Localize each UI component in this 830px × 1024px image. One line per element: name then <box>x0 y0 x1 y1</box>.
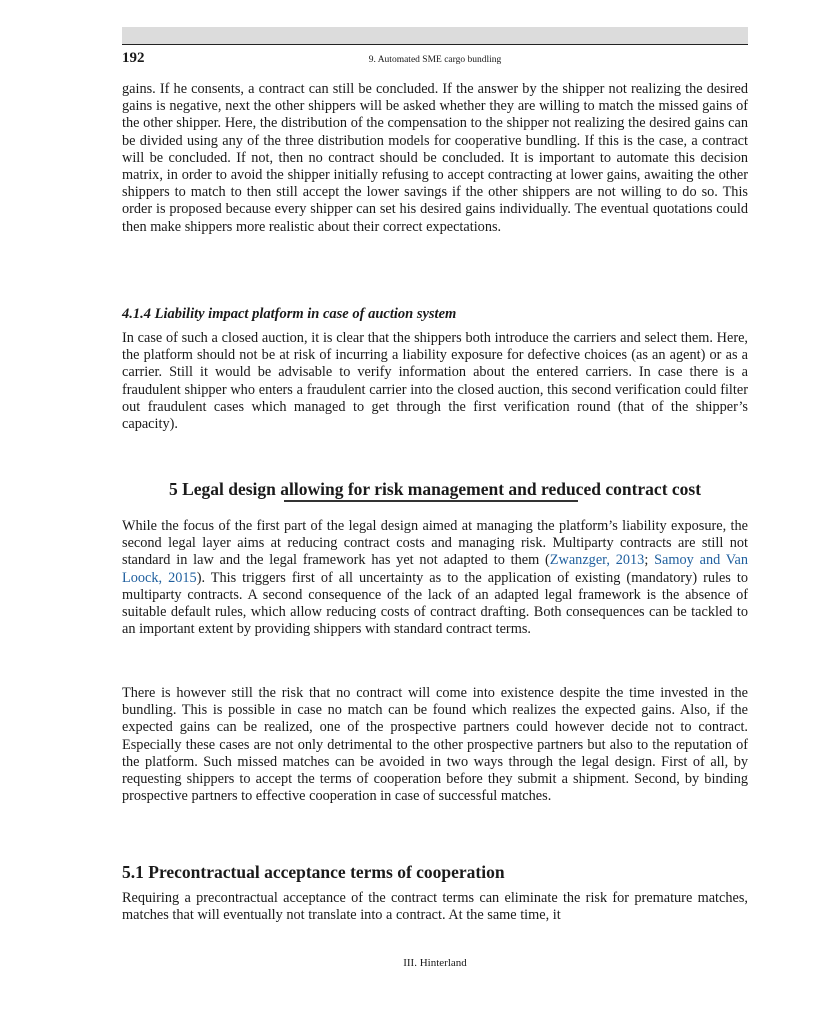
section-heading-rule <box>284 500 578 502</box>
running-head: 9. Automated SME cargo bundling <box>368 55 502 65</box>
paragraph-2: In case of such a closed auction, it is clear that the shippers both introduce the carriers and select them. Here, the platform should not be at risk of incurring a liability exposure for defective choices (as an agent) or as a carrier. Still it would be advisable to verify information about the entered carriers. In case there is a fraudulent shipper who enters a fraudulent carrier into the closed auction, this second verification could filter out fraudulent cases which managed to get through the first verification round (that of the shipper’s capacity). <box>122 330 748 433</box>
subsection-heading-4-1-4: 4.1.4 Liability impact platform in case of auction system <box>122 306 457 322</box>
paragraph-3-text-end: ). This triggers first of all uncertainty as to the application of existing (mandatory) rules to multiparty contracts. A second consequence of the lack of an adapted legal framework is the absence of suitable default rules, which allow reducing costs of contract drafting. Both consequences can be tackled to an important extent by providing shippers with standard contract terms. <box>122 569 748 638</box>
header-bar <box>122 27 748 45</box>
paragraph-4: There is however still the risk that no contract will come into existence despite the time invested in the bundling. This is possible in case no match can be found which realizes the expected gains. Also, if the expected gains can be realized, one of the prospective partners could however decide not to contract. Especially these cases are not only detrimental to the other prospective partners but also to the reputation of the platform. Such missed matches can be avoided in two ways through the legal design. First of all, by requesting shippers to accept the terms of cooperation before they submit a shipment. Second, by binding prospective partners to effective cooperation in case of successful matches. <box>122 685 748 805</box>
section-heading-5: 5 Legal design allowing for risk management and reduced contract cost <box>168 479 702 499</box>
paragraph-3-text-start: While the focus of the first part of the legal design aimed at managing the platform’s liability exposure, the second legal layer aims at reducing contract costs and managing risk. Multiparty contracts are still not standard in law and the legal framework has yet not adapted to them ( <box>122 518 748 569</box>
citation-samoy-link[interactable]: Samoy and Van Loock, 2015 <box>122 552 749 586</box>
paragraph-5: Requiring a precontractual acceptance of the contract terms can eliminate the risk for premature matches, matches that will eventually not translate into a contract. At the same time, it <box>122 890 748 924</box>
page-number: 192 <box>122 50 145 66</box>
subsection-heading-5-1: 5.1 Precontractual acceptance terms of cooperation <box>122 862 505 882</box>
citation-separator: ; <box>644 552 655 569</box>
citation-zwanzger-link[interactable]: Zwanzger, 2013 <box>549 552 645 569</box>
page-footer: III. Hinterland <box>403 957 467 969</box>
paragraph-3 <box>122 518 748 638</box>
paragraph-1: gains. If he consents, a contract can still be concluded. If the answer by the shipper not realizing the desired gains is negative, next the other shippers will be asked whether they are willing to match the missed gains of the other shipper. Here, the distribution of the compensation to the shipper not realizing the desired gains can be divided using any of the three distribution models for cooperative bundling. If this is the case, a contract will be concluded. If not, then no contract should be concluded. It is important to automate this decision matrix, in order to avoid the shipper initially refusing to accept contracting at lower gains, awaiting the other shippers to match to then still accept the lower savings if the other shippers are not willing to do so. This order is proposed because every shipper can set his desired gains individually. The eventual quotations could then make shippers more realistic about their correct expectations. <box>122 81 748 235</box>
